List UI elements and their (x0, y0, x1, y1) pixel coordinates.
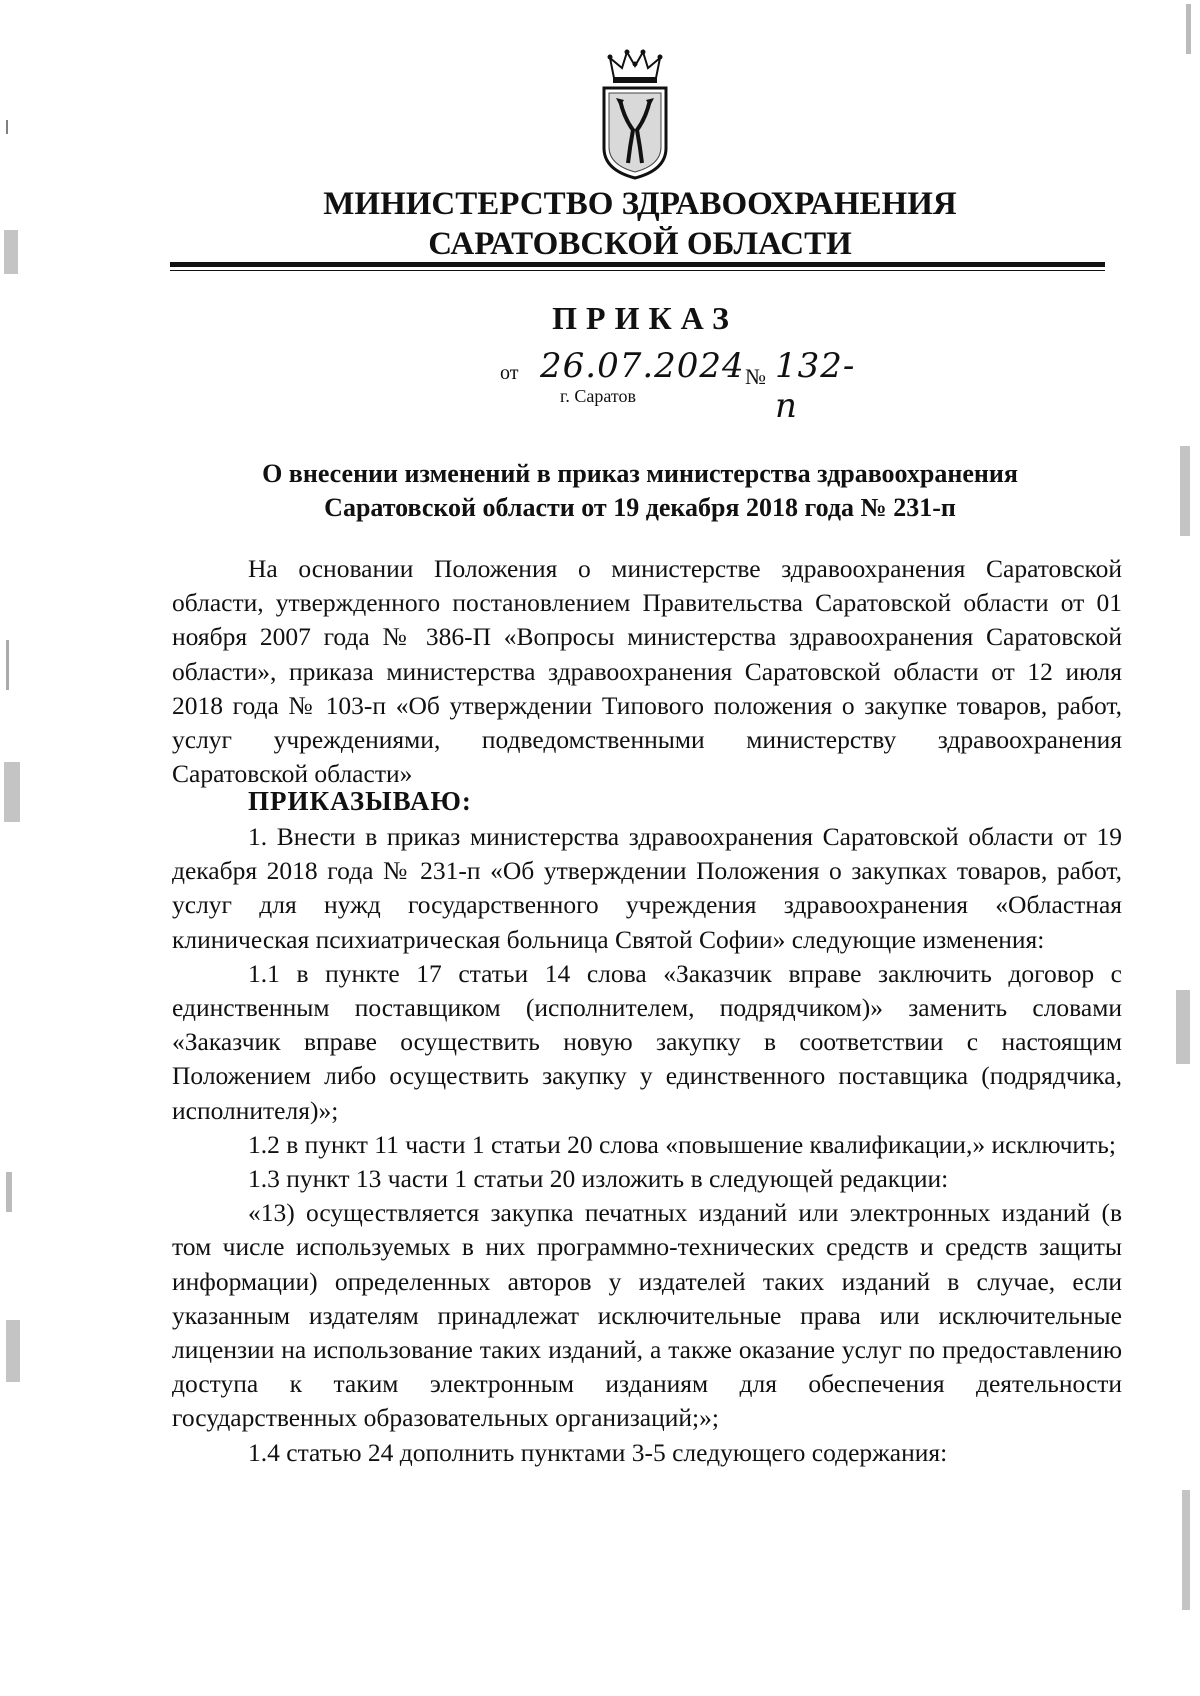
scan-speck (4, 230, 18, 274)
scan-speck (1186, 4, 1191, 54)
date-prefix: от (500, 362, 519, 384)
subject-line-1: О внесении изменений в приказ министерства здравоохранения (262, 459, 1018, 488)
scan-speck (1176, 990, 1190, 1064)
ministry-name (150, 184, 1130, 264)
item-1-4: 1.4 статью 24 дополнить пунктами 3-5 следующего содержания: (248, 1437, 948, 1467)
basis-text: На основании Положения о министерстве здравоохранения Саратовской области, утвержденного постановлением Правительства Саратовской области от 01 ноября 2007 года № 386-П «Вопросы министерства здравоохранения Саратовской области», приказа министерства здравоохранения Саратовской области от 12 июля 2018 года № 103-п «Об утверждении Типового положения о закупке товаров, работ, услуг учреждениями, подведомственными министерству здравоохранения Саратовской области» (172, 554, 1122, 789)
item-1-2: 1.2 в пункт 11 части 1 статьи 20 слова «повышение квалификации,» исключить; (248, 1129, 1116, 1159)
handwritten-date: 26.07.2024 (540, 346, 745, 386)
header-rule-thick (170, 262, 1105, 267)
city: г. Саратов (560, 386, 636, 406)
subject-line-2: Саратовской области от 19 декабря 2018 года № 231-п (324, 493, 956, 522)
item-1-3-text: «13) осуществляется закупка печатных изданий или электронных изданий (в том числе используемых в них программно-технических средств и средств защиты информации) определенных авторов у издателей таких изданий в случае, если указанным издателям принадлежат исключительные права или исключительные лицензии на использование таких изданий, а также оказание услуг по предоставлению доступа к таким электронным изданиям для обеспечения деятельности государственных образовательных организаций;»; (172, 1198, 1122, 1433)
ministry-line-2: САРАТОВСКОЙ ОБЛАСТИ (428, 226, 852, 262)
scan-speck (1182, 1490, 1190, 1610)
order-items (172, 820, 1122, 1470)
handwritten-number: 132-п (775, 346, 856, 426)
number-prefix: № (745, 364, 766, 389)
scan-speck (6, 1172, 12, 1212)
item-1-3: 1.3 пункт 13 части 1 статьи 20 изложить в следующей редакции: (248, 1164, 949, 1194)
scan-speck (1180, 446, 1190, 536)
scan-speck (4, 762, 20, 822)
order-subject (160, 457, 1120, 525)
item-1-1: 1.1 в пункте 17 статьи 14 слова «Заказчик вправе заключить договор с единственным поставщиком (исполнителем, подрядчиком)» заменить словами «Заказчик вправе осуществить новую закупку в соответствии с настоящим Положением либо осуществить закупку у единственного поставщика (подрядчика, исполнителя)»; (172, 958, 1122, 1125)
scan-speck (6, 120, 8, 134)
header-rule-thin (170, 270, 1105, 271)
scan-speck (6, 1320, 20, 1382)
order-title: ПРИКАЗ (552, 300, 738, 336)
ministry-line-1: МИНИСТЕРСТВО ЗДРАВООХРАНЕНИЯ (323, 186, 957, 222)
basis-paragraph (172, 552, 1122, 791)
decree-heading: ПРИКАЗЫВАЮ: (248, 786, 472, 816)
scan-speck (6, 640, 9, 690)
coat-of-arms-icon (600, 48, 670, 180)
item-1: 1. Внести в приказ министерства здравоохранения Саратовской области от 19 декабря 2018 года № 231-п «Об утверждении Положения о закупках товаров, работ, услуг для нужд государственного учреждения здравоохранения «Областная клиническая психиатрическая больница Святой Софии» следующие изменения: (172, 822, 1122, 954)
